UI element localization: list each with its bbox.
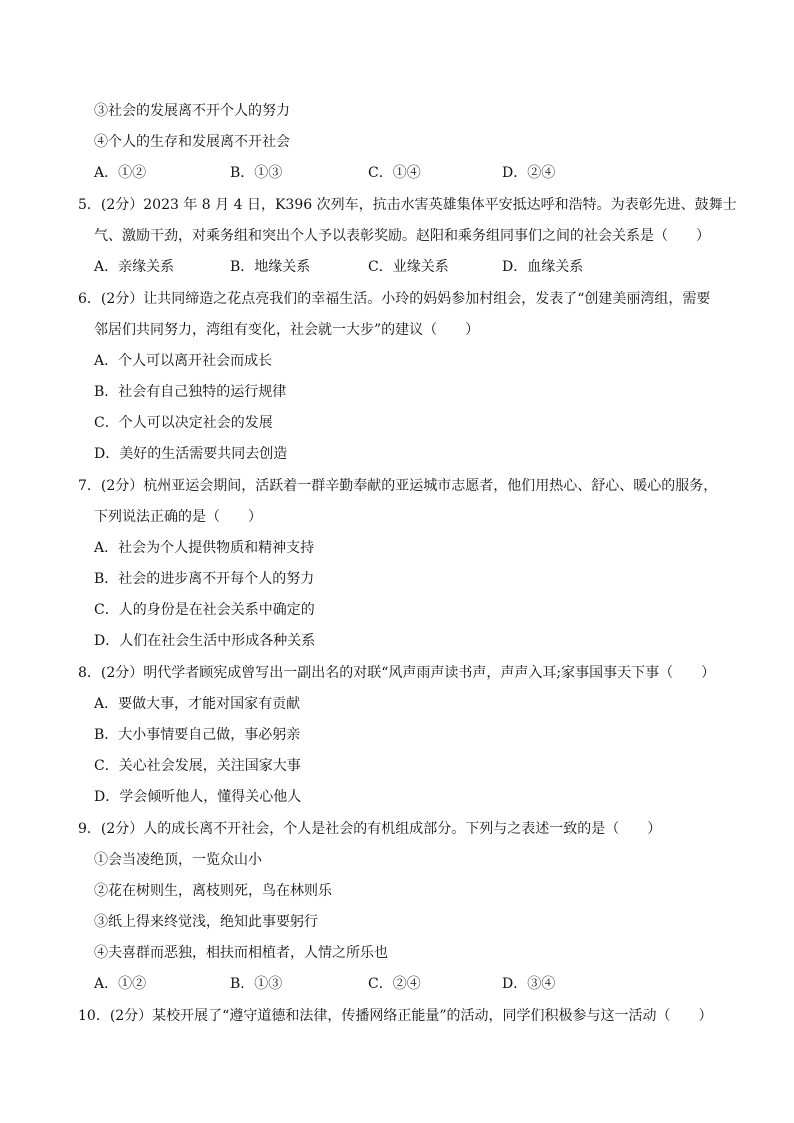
question-7-stem-cont: 下列说法正确的是（ ） — [94, 509, 262, 525]
question-9-stem: 9．(2分）人的成长离不开社会，个人是社会的有机组成部分。下列与之表述一致的是（ ） — [78, 821, 662, 837]
q8-option-b: B．大小事情要自己做，事必躬亲 — [94, 727, 301, 743]
statement-3: ③社会的发展离不开个人的努力 — [94, 103, 290, 119]
question-7-stem: 7．(2分）杭州亚运会期间，活跃着一群辛勤奉献的亚运城市志愿者，他们用热心、舒心、暖心的服务， — [78, 478, 718, 494]
question-5-stem-cont: 气、激励干劲，对乘务组和突出个人予以表彰奖励。赵阳和乘务组同事们之间的社会关系是（ ） — [94, 228, 710, 244]
q9-statement-1: ①会当凌绝顶，一览众山小 — [94, 852, 262, 868]
question-5-stem: 5．(2分）2023 年 8 月 4 日，K396 次列车，抗击水害英雄集体平安抵达呼和浩特。为表彰先进、鼓舞士 — [78, 197, 737, 213]
q6-option-b: B．社会有自己独特的运行规律 — [94, 384, 287, 400]
question-10-stem: 10．(2分）某校开展了“遵守道德和法律，传播网络正能量”的活动，同学们积极参与这一活动（ ） — [78, 1008, 713, 1024]
q5-option-b: B．地缘关系 — [230, 259, 311, 275]
option-b: B．①③ — [230, 165, 283, 181]
q8-option-a: A．要做大事，才能对国家有贡献 — [94, 696, 301, 712]
q6-option-c: C．个人可以决定社会的发展 — [94, 415, 273, 431]
q6-option-d: D．美好的生活需要共同去创造 — [94, 446, 288, 462]
statement-4: ④个人的生存和发展离不开社会 — [94, 134, 290, 150]
q7-option-c: C．人的身份是在社会关系中确定的 — [94, 602, 315, 618]
q5-option-d: D．血缘关系 — [502, 259, 584, 275]
q8-option-d: D．学会倾听他人，懂得关心他人 — [94, 789, 302, 805]
option-d: D．②④ — [502, 165, 556, 181]
q7-option-a: A．社会为个人提供物质和精神支持 — [94, 540, 315, 556]
q9-statement-2: ②花在树则生，离枝则死，鸟在林则乐 — [94, 883, 332, 899]
q9-option-a: A．①② — [94, 976, 147, 992]
q9-statement-4: ④夫喜群而恶独，相扶而相植者，人情之所乐也 — [94, 945, 388, 961]
question-6-stem-cont: 邻居们共同努力，湾组有变化，社会就一大步”的建议（ ） — [94, 322, 480, 338]
q7-option-d: D．人们在社会生活中形成各种关系 — [94, 633, 316, 649]
question-8-stem: 8．(2分）明代学者顾宪成曾写出一副出名的对联“风声雨声读书声，声声入耳;家事国事天下事（ ） — [78, 665, 716, 681]
q9-option-b: B．①③ — [230, 976, 283, 992]
question-6-stem: 6．(2分）让共同缔造之花点亮我们的幸福生活。小玲的妈妈参加村组会，发表了“创建美丽湾组，需要 — [78, 291, 711, 307]
q7-option-b: B．社会的进步离不开每个人的努力 — [94, 571, 315, 587]
q5-option-c: C．业缘关系 — [368, 259, 449, 275]
q9-option-d: D．③④ — [502, 976, 556, 992]
q6-option-a: A．个人可以离开社会而成长 — [94, 353, 273, 369]
option-c: C．①④ — [368, 165, 421, 181]
q9-option-c: C．②④ — [368, 976, 421, 992]
q5-option-a: A．亲缘关系 — [94, 259, 175, 275]
q9-statement-3: ③纸上得来终觉浅，绝知此事要躬行 — [94, 914, 318, 930]
option-a: A．①② — [94, 165, 147, 181]
q8-option-c: C．关心社会发展，关注国家大事 — [94, 758, 301, 774]
